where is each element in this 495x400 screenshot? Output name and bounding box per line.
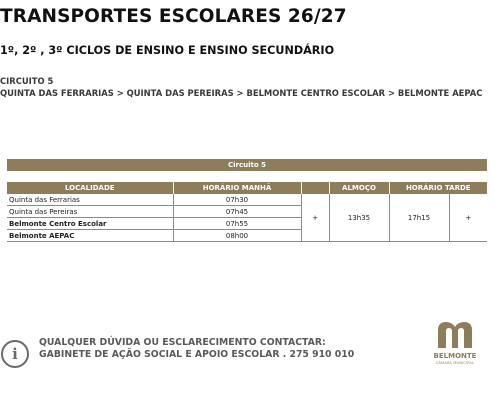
- cell-horario-manha: 08h00: [173, 230, 301, 242]
- cell-localidade: Belmonte AEPAC: [7, 230, 173, 242]
- cell-almoco-time: 13h35: [329, 194, 389, 242]
- table-header-row: [7, 182, 487, 194]
- column-header-localidade: LOCALIDADE: [7, 182, 173, 194]
- circuit-route: QUINTA DAS FERRARIAS > QUINTA DAS PEREIRAS > BELMONTE CENTRO ESCOLAR > BELMONTE AEPAC: [0, 88, 483, 98]
- cell-localidade: Belmonte Centro Escolar: [7, 218, 173, 230]
- logo-subtitle: CÂMARA MUNICIPAL: [435, 361, 475, 365]
- cell-tarde-symbol: +: [449, 194, 487, 242]
- column-header-horario-manha: HORÁRIO MANHÃ: [173, 182, 301, 194]
- info-icon: i: [1, 340, 29, 368]
- column-header-spacer: [301, 182, 329, 194]
- logo-name: BELMONTE: [433, 352, 477, 360]
- cell-horario-manha: 07h55: [173, 218, 301, 230]
- column-header-almoco: ALMOÇO: [329, 182, 389, 194]
- column-header-horario-tarde: HORÁRIO TARDE: [389, 182, 487, 194]
- cell-localidade: Quinta das Ferrarias: [7, 194, 173, 206]
- belmonte-logo-mark-icon: [436, 320, 474, 350]
- contact-text-line1: QUALQUER DÚVIDA OU ESCLARECIMENTO CONTACTAR:: [39, 337, 326, 348]
- circuit-label: CIRCUITO 5: [0, 76, 54, 86]
- cell-tarde-time: 17h15: [389, 194, 449, 242]
- cell-almoco-symbol: +: [301, 194, 329, 242]
- cell-horario-manha: 07h30: [173, 194, 301, 206]
- page-subtitle: 1º, 2º , 3º CICLOS DE ENSINO E ENSINO SECUNDÁRIO: [0, 44, 335, 57]
- schedule-table: [7, 182, 487, 242]
- contact-text-line2: GABINETE DE AÇÃO SOCIAL E APOIO ESCOLAR . 275 910 010: [39, 349, 355, 360]
- page-title: TRANSPORTES ESCOLARES 26/27: [0, 6, 347, 27]
- table-row: [7, 194, 487, 206]
- belmonte-logo: [432, 320, 478, 380]
- table-title-bar: Circuito 5: [7, 159, 487, 171]
- cell-localidade: Quinta das Pereiras: [7, 206, 173, 218]
- cell-horario-manha: 07h45: [173, 206, 301, 218]
